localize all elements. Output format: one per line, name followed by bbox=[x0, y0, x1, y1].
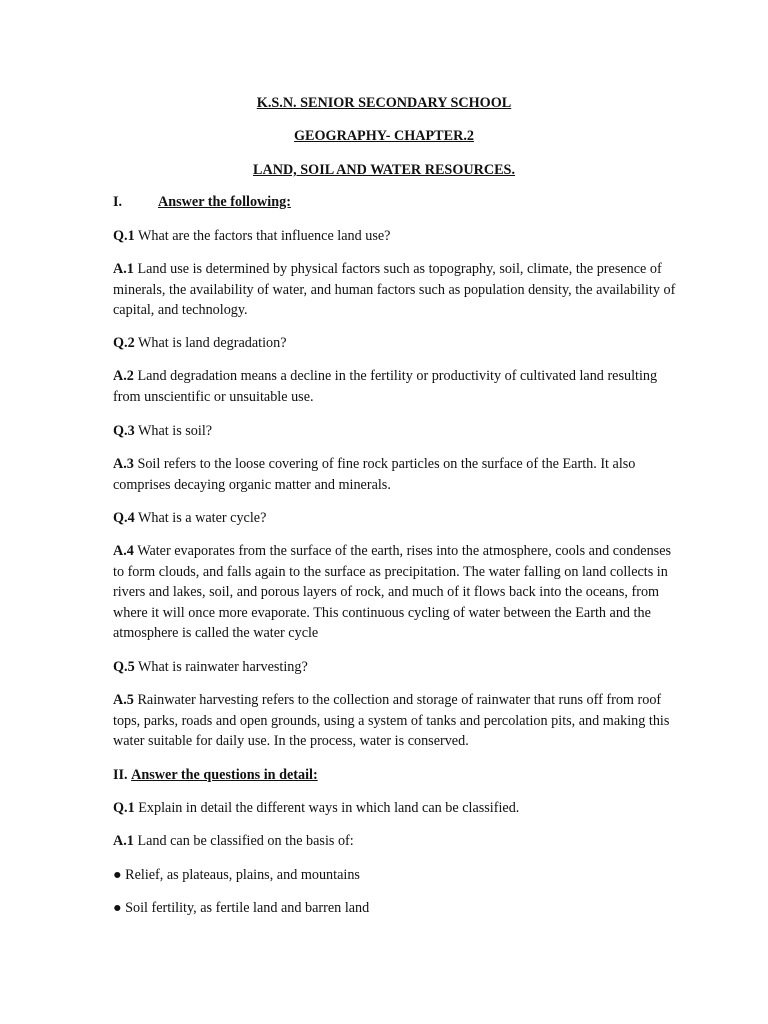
question-label: Q.1 bbox=[113, 800, 135, 816]
answer-text: Land use is determined by physical factors such as topography, soil, climate, the presence of minerals, the availability of water, and human factors such as population density, the availability of capital, and technology. bbox=[113, 261, 676, 319]
section-2-heading bbox=[113, 765, 683, 786]
answer-label: A.1 bbox=[113, 261, 134, 277]
answer-3 bbox=[113, 454, 683, 495]
question-label: Q.4 bbox=[113, 510, 135, 526]
question-text: What are the factors that influence land use? bbox=[137, 228, 391, 244]
subject-heading: GEOGRAPHY- CHAPTER.2 bbox=[294, 128, 474, 144]
answer-2 bbox=[113, 366, 683, 407]
bullet-item: ● Soil fertility, as fertile land and barren land bbox=[113, 900, 370, 916]
question-text: What is land degradation? bbox=[137, 335, 287, 351]
question-label: Q.5 bbox=[113, 659, 135, 675]
answer-label: A.1 bbox=[113, 833, 134, 849]
school-name: K.S.N. SENIOR SECONDARY SCHOOL bbox=[256, 95, 512, 111]
chapter-title: LAND, SOIL AND WATER RESOURCES. bbox=[252, 162, 515, 178]
section-2-answer-1 bbox=[113, 831, 683, 852]
question-text: What is rainwater harvesting? bbox=[137, 659, 308, 675]
answer-1 bbox=[113, 259, 683, 321]
answer-label: A.4 bbox=[113, 543, 134, 559]
section-2-title: Answer the questions in detail: bbox=[131, 767, 318, 783]
answer-text: Land can be classified on the basis of: bbox=[137, 833, 354, 849]
question-1 bbox=[113, 226, 683, 247]
question-5 bbox=[113, 657, 683, 678]
answer-4 bbox=[113, 541, 683, 644]
question-label: Q.3 bbox=[113, 423, 135, 439]
answer-text: Land degradation means a decline in the fertility or productivity of cultivated land resulting from unscientific or unsuitable use. bbox=[113, 368, 658, 405]
answer-text: Water evaporates from the surface of the earth, rises into the atmosphere, cools and condenses to form clouds, and falls again to the surface as precipitation. The water falling on land collects in rivers and lakes, soil, and porous layers of rock, and much of it flows back into the oceans, from where it will once more evaporate. This continuous cycling of water between the Earth and the atmosphere is called the water cycle bbox=[113, 543, 672, 642]
question-2 bbox=[113, 333, 683, 354]
answer-text: Rainwater harvesting refers to the collection and storage of rainwater that runs off from roof tops, parks, roads and open grounds, using a system of tanks and percolation pits, and making this water suitable for daily use. In the process, water is conserved. bbox=[113, 692, 670, 750]
question-text: Explain in detail the different ways in which land can be classified. bbox=[138, 800, 520, 816]
answer-label: A.2 bbox=[113, 368, 134, 384]
answer-label: A.5 bbox=[113, 692, 134, 708]
section-2-numeral: II. bbox=[113, 767, 128, 783]
section-1-title: Answer the following: bbox=[158, 194, 291, 210]
section-2-question-1 bbox=[113, 798, 683, 819]
section-1-numeral: I. bbox=[113, 194, 123, 210]
question-3 bbox=[113, 421, 683, 442]
question-label: Q.1 bbox=[113, 228, 135, 244]
answer-5 bbox=[113, 690, 683, 752]
section-1-heading bbox=[113, 192, 683, 213]
question-label: Q.2 bbox=[113, 335, 135, 351]
bullet-item: ● Relief, as plateaus, plains, and mountains bbox=[113, 867, 360, 883]
question-text: What is soil? bbox=[137, 423, 213, 439]
answer-label: A.3 bbox=[113, 456, 134, 472]
question-4 bbox=[113, 508, 683, 529]
answer-text: Soil refers to the loose covering of fine rock particles on the surface of the Earth. It also comprises decaying organic matter and minerals. bbox=[113, 456, 636, 493]
question-text: What is a water cycle? bbox=[137, 510, 267, 526]
